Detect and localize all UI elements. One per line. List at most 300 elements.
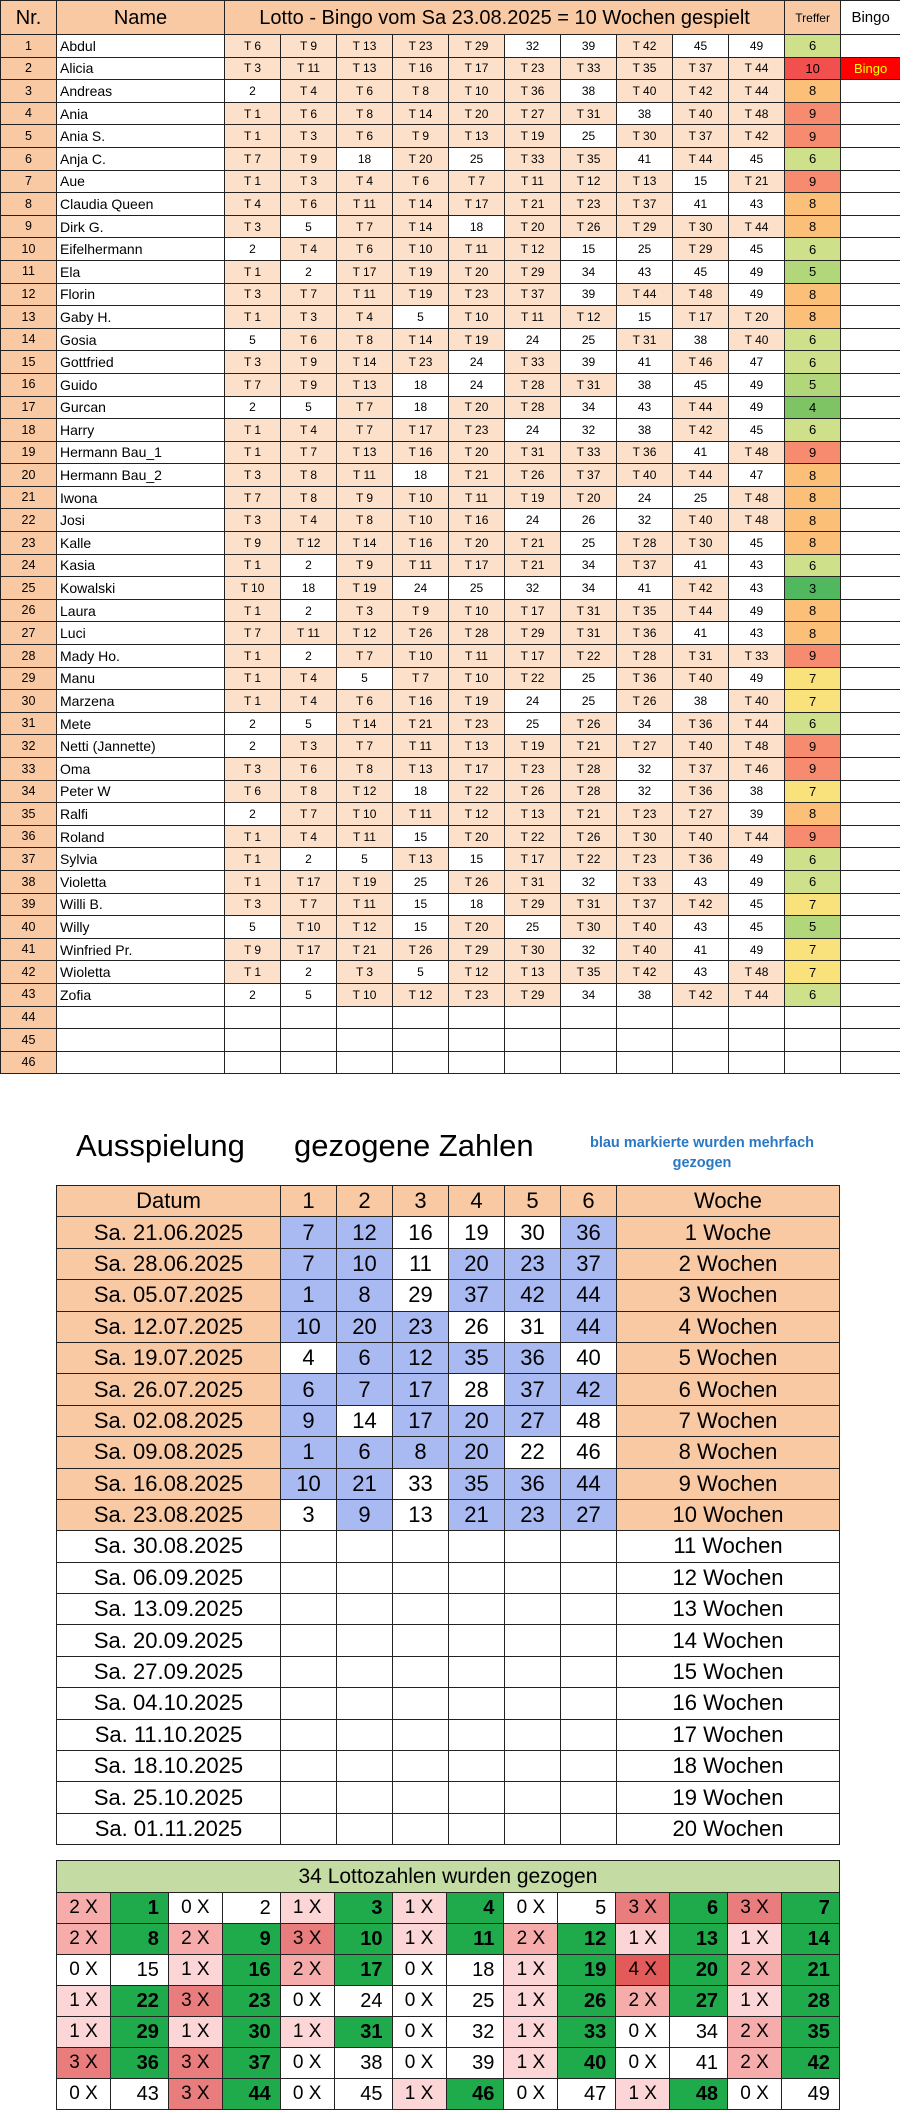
- player-tip: T 26: [561, 712, 617, 735]
- player-tip: [393, 1051, 449, 1074]
- draw-number: 48: [561, 1405, 617, 1436]
- player-tip: T 23: [505, 758, 561, 781]
- player-tip: T 20: [505, 215, 561, 238]
- player-tip: T 21: [337, 938, 393, 961]
- draw-number: [505, 1751, 561, 1782]
- player-tip: 25: [449, 577, 505, 600]
- player-name: Harry: [57, 419, 225, 442]
- player-row: [1, 690, 900, 713]
- player-tip: 49: [729, 396, 785, 419]
- player-bingo: [841, 396, 900, 419]
- player-name: Netti (Jannette): [57, 735, 225, 758]
- number-count: 1 X: [392, 1892, 446, 1923]
- draw-number: [337, 1625, 393, 1656]
- draw-number: 23: [505, 1248, 561, 1279]
- player-tip: T 10: [449, 667, 505, 690]
- player-tip: T 9: [337, 486, 393, 509]
- player-tip: [505, 1029, 561, 1052]
- player-tip: 49: [729, 938, 785, 961]
- player-tip: T 4: [281, 238, 337, 261]
- player-tip: T 28: [505, 373, 561, 396]
- player-hits: 8: [785, 283, 841, 306]
- player-name: Violetta: [57, 870, 225, 893]
- draw-row: [57, 1719, 840, 1750]
- lotto-number: 13: [670, 1923, 728, 1954]
- player-tip: T 36: [673, 712, 729, 735]
- player-tip: T 14: [393, 328, 449, 351]
- number-count: 0 X: [280, 1985, 334, 2016]
- player-tip: 24: [449, 373, 505, 396]
- player-tip: [337, 1029, 393, 1052]
- lotto-number: 40: [558, 2047, 616, 2078]
- draw-number: [281, 1782, 337, 1813]
- draw-number: [281, 1751, 337, 1782]
- player-tip: T 28: [617, 532, 673, 555]
- number-count: 0 X: [57, 1954, 111, 1985]
- player-nr: 13: [1, 306, 57, 329]
- player-row: [1, 170, 900, 193]
- player-tip: T 37: [617, 893, 673, 916]
- draw-number: [337, 1656, 393, 1687]
- player-tip: T 13: [505, 961, 561, 984]
- player-tip: T 48: [729, 441, 785, 464]
- draw-number: [449, 1813, 505, 1844]
- count-row: [57, 2016, 840, 2047]
- lotto-number: 31: [334, 2016, 392, 2047]
- player-tip: 2: [225, 712, 281, 735]
- player-bingo: [841, 373, 900, 396]
- number-count: 1 X: [504, 1954, 558, 1985]
- player-tip: T 44: [729, 80, 785, 103]
- player-tip: T 1: [225, 419, 281, 442]
- player-tip: T 10: [393, 238, 449, 261]
- player-tip: T 1: [225, 170, 281, 193]
- player-tip: T 7: [337, 735, 393, 758]
- player-tip: T 3: [225, 893, 281, 916]
- draw-number: [281, 1719, 337, 1750]
- player-bingo: [841, 848, 900, 871]
- player-bingo: [841, 577, 900, 600]
- player-tip: T 27: [673, 803, 729, 826]
- player-row: [1, 870, 900, 893]
- number-count-rows: [57, 1861, 840, 2110]
- player-tip: T 12: [281, 532, 337, 555]
- player-row: [1, 848, 900, 871]
- player-row: [1, 803, 900, 826]
- player-tip: 43: [729, 193, 785, 216]
- player-bingo: [841, 645, 900, 668]
- draw-number: 17: [393, 1405, 449, 1436]
- draw-number: [393, 1782, 449, 1813]
- player-hits: 8: [785, 306, 841, 329]
- player-tip: 38: [673, 690, 729, 713]
- player-tip: [561, 1006, 617, 1029]
- player-tip: 25: [561, 328, 617, 351]
- draw-number: [337, 1719, 393, 1750]
- player-row: [1, 509, 900, 532]
- draw-number: 27: [505, 1405, 561, 1436]
- player-name: Hermann Bau_1: [57, 441, 225, 464]
- player-hits: 7: [785, 893, 841, 916]
- player-tip: T 44: [673, 396, 729, 419]
- draw-week: 9 Wochen: [617, 1468, 840, 1499]
- player-tip: T 21: [505, 193, 561, 216]
- player-bingo: [841, 667, 900, 690]
- draw-date: Sa. 05.07.2025: [57, 1280, 281, 1311]
- player-tip: T 3: [225, 464, 281, 487]
- player-tip: T 13: [337, 35, 393, 58]
- player-row: [1, 419, 900, 442]
- player-name: Kasia: [57, 554, 225, 577]
- draw-row: [57, 1374, 840, 1405]
- player-tip: 5: [281, 712, 337, 735]
- number-count: 2 X: [728, 1954, 782, 1985]
- player-nr: 31: [1, 712, 57, 735]
- player-row: [1, 893, 900, 916]
- number-count: 2 X: [504, 1923, 558, 1954]
- player-tip: T 48: [729, 961, 785, 984]
- player-tip: T 7: [281, 283, 337, 306]
- draws-header: [57, 1186, 840, 1217]
- player-tip: 45: [729, 893, 785, 916]
- player-tip: T 3: [225, 283, 281, 306]
- player-tip: T 6: [281, 102, 337, 125]
- draw-number: [449, 1625, 505, 1656]
- player-tip: T 1: [225, 961, 281, 984]
- player-tip: 18: [393, 464, 449, 487]
- draw-number: [337, 1782, 393, 1813]
- number-count: 3 X: [168, 1985, 222, 2016]
- draw-number: [561, 1562, 617, 1593]
- player-tip: T 48: [673, 283, 729, 306]
- player-tip: 43: [729, 577, 785, 600]
- draw-number: [337, 1531, 393, 1562]
- player-bingo: [841, 35, 900, 58]
- draw-week: 18 Wochen: [617, 1751, 840, 1782]
- player-tip: 2: [225, 238, 281, 261]
- player-tip: 34: [561, 983, 617, 1006]
- draw-number: 6: [281, 1374, 337, 1405]
- player-tip: T 37: [561, 464, 617, 487]
- player-tip: 49: [729, 599, 785, 622]
- player-tip: T 1: [225, 848, 281, 871]
- draws-title-right: gezogene Zahlen: [294, 1128, 534, 1163]
- player-tip: 38: [617, 419, 673, 442]
- player-tip: [673, 1051, 729, 1074]
- player-name: Willi B.: [57, 893, 225, 916]
- player-bingo: [841, 870, 900, 893]
- player-row: [1, 916, 900, 939]
- player-tip: T 12: [337, 916, 393, 939]
- count-row: [57, 2047, 840, 2078]
- player-nr: 18: [1, 419, 57, 442]
- draw-number: [505, 1531, 561, 1562]
- player-name: Aue: [57, 170, 225, 193]
- player-tip: T 29: [505, 893, 561, 916]
- number-count: 1 X: [168, 1954, 222, 1985]
- player-tip: T 3: [225, 351, 281, 374]
- lotto-number: 39: [446, 2047, 504, 2078]
- col-name-header: Name: [57, 1, 225, 35]
- player-tip: T 26: [505, 780, 561, 803]
- player-tip: [225, 1051, 281, 1074]
- player-nr: 1: [1, 35, 57, 58]
- player-nr: 39: [1, 893, 57, 916]
- draw-number: 44: [561, 1280, 617, 1311]
- draw-number: 36: [561, 1217, 617, 1248]
- draw-number: 20: [449, 1248, 505, 1279]
- player-nr: 2: [1, 57, 57, 80]
- player-tip: T 28: [561, 780, 617, 803]
- player-tip: 2: [225, 735, 281, 758]
- player-bingo: [841, 215, 900, 238]
- player-hits: 7: [785, 690, 841, 713]
- draw-number: [393, 1656, 449, 1687]
- count-row: [57, 1892, 840, 1923]
- draw-number: 10: [281, 1468, 337, 1499]
- player-tip: 38: [729, 780, 785, 803]
- player-nr: 36: [1, 825, 57, 848]
- draw-date: Sa. 04.10.2025: [57, 1688, 281, 1719]
- player-tip: T 13: [617, 170, 673, 193]
- player-row: [1, 328, 900, 351]
- player-tip: T 30: [673, 532, 729, 555]
- player-row: [1, 645, 900, 668]
- player-tip: T 1: [225, 441, 281, 464]
- player-tip: T 19: [505, 125, 561, 148]
- player-tip: T 22: [561, 848, 617, 871]
- player-tip: T 4: [281, 690, 337, 713]
- player-row: [1, 735, 900, 758]
- number-count: 4 X: [616, 1954, 670, 1985]
- player-nr: 23: [1, 532, 57, 555]
- draws-col-header: 2: [337, 1186, 393, 1217]
- player-tip: 45: [673, 373, 729, 396]
- player-tip: T 4: [337, 170, 393, 193]
- lotto-number: 6: [670, 1892, 728, 1923]
- player-hits: [785, 1029, 841, 1052]
- player-tip: T 17: [281, 938, 337, 961]
- draw-number: [449, 1719, 505, 1750]
- draw-number: 33: [393, 1468, 449, 1499]
- player-hits: 6: [785, 712, 841, 735]
- player-nr: 20: [1, 464, 57, 487]
- player-tip: T 26: [561, 215, 617, 238]
- player-bingo: [841, 306, 900, 329]
- player-tip: 49: [729, 373, 785, 396]
- player-hits: 5: [785, 260, 841, 283]
- player-row: [1, 983, 900, 1006]
- player-tip: T 9: [393, 125, 449, 148]
- draw-week: 4 Wochen: [617, 1311, 840, 1342]
- player-name: Claudia Queen: [57, 193, 225, 216]
- draws-col-header: 5: [505, 1186, 561, 1217]
- player-nr: 40: [1, 916, 57, 939]
- number-count: 1 X: [504, 2016, 558, 2047]
- number-count: 2 X: [57, 1892, 111, 1923]
- player-row: [1, 554, 900, 577]
- lotto-number: 2: [222, 1892, 280, 1923]
- player-nr: 6: [1, 147, 57, 170]
- player-tip: T 7: [337, 396, 393, 419]
- player-tip: T 1: [225, 306, 281, 329]
- player-tip: [281, 1051, 337, 1074]
- draws-col-header: Datum: [57, 1186, 281, 1217]
- draw-number: [281, 1813, 337, 1844]
- player-row: [1, 577, 900, 600]
- player-tip: T 17: [281, 870, 337, 893]
- player-name: Kalle: [57, 532, 225, 555]
- player-tip: T 16: [393, 441, 449, 464]
- number-count: 0 X: [280, 2078, 334, 2109]
- player-nr: 32: [1, 735, 57, 758]
- count-row: [57, 1954, 840, 1985]
- player-tip: T 31: [561, 622, 617, 645]
- player-nr: 17: [1, 396, 57, 419]
- lotto-number: 45: [334, 2078, 392, 2109]
- player-nr: 41: [1, 938, 57, 961]
- draw-row: [57, 1468, 840, 1499]
- player-hits: 6: [785, 35, 841, 58]
- number-count: 0 X: [168, 1892, 222, 1923]
- player-tip: [225, 1006, 281, 1029]
- player-tip: T 6: [225, 35, 281, 58]
- draw-date: Sa. 19.07.2025: [57, 1342, 281, 1373]
- draw-week: 7 Wochen: [617, 1405, 840, 1436]
- player-row: [1, 532, 900, 555]
- player-tip: T 14: [337, 712, 393, 735]
- player-tip: 32: [617, 509, 673, 532]
- player-name: Luci: [57, 622, 225, 645]
- draw-number: 37: [449, 1280, 505, 1311]
- player-tip: T 23: [449, 419, 505, 442]
- player-tip: 32: [505, 577, 561, 600]
- player-tip: T 8: [337, 758, 393, 781]
- player-row: [1, 193, 900, 216]
- player-row: [1, 1006, 900, 1029]
- player-hits: 8: [785, 193, 841, 216]
- player-tip: T 3: [281, 125, 337, 148]
- player-hits: 6: [785, 554, 841, 577]
- player-hits: 9: [785, 735, 841, 758]
- player-tip: T 26: [617, 690, 673, 713]
- player-tip: 49: [729, 283, 785, 306]
- player-tip: T 10: [225, 577, 281, 600]
- draw-row: [57, 1311, 840, 1342]
- player-row: [1, 57, 900, 80]
- player-tip: 15: [561, 238, 617, 261]
- player-tip: T 8: [337, 509, 393, 532]
- player-bingo: [841, 283, 900, 306]
- player-tip: T 3: [281, 306, 337, 329]
- draw-number: 9: [337, 1499, 393, 1530]
- player-tip: T 13: [449, 735, 505, 758]
- player-tip: T 22: [505, 667, 561, 690]
- player-bingo: [841, 102, 900, 125]
- player-tip: 25: [505, 712, 561, 735]
- lotto-number: 16: [222, 1954, 280, 1985]
- number-count: 0 X: [504, 1892, 558, 1923]
- number-count: 0 X: [616, 2016, 670, 2047]
- draw-number: 46: [561, 1437, 617, 1468]
- lotto-number: 36: [111, 2047, 169, 2078]
- player-tip: 32: [617, 780, 673, 803]
- player-nr: 26: [1, 599, 57, 622]
- player-name: Josi: [57, 509, 225, 532]
- player-tip: T 36: [617, 441, 673, 464]
- player-tip: 5: [225, 916, 281, 939]
- player-bingo: [841, 125, 900, 148]
- player-tip: [337, 1051, 393, 1074]
- player-tip: T 11: [393, 735, 449, 758]
- draw-number: 37: [505, 1374, 561, 1405]
- draw-row: [57, 1499, 840, 1530]
- player-tip: T 22: [505, 825, 561, 848]
- player-nr: 42: [1, 961, 57, 984]
- player-bingo: [841, 622, 900, 645]
- player-row: [1, 373, 900, 396]
- player-tip: 43: [673, 961, 729, 984]
- draw-date: Sa. 21.06.2025: [57, 1217, 281, 1248]
- player-tip: T 10: [449, 306, 505, 329]
- player-name: Zofia: [57, 983, 225, 1006]
- draw-date: Sa. 30.08.2025: [57, 1531, 281, 1562]
- player-bingo: [841, 735, 900, 758]
- player-hits: 6: [785, 870, 841, 893]
- player-tip: T 31: [561, 373, 617, 396]
- draws-table: [56, 1185, 840, 1845]
- player-tip: T 8: [337, 328, 393, 351]
- player-nr: 12: [1, 283, 57, 306]
- lotto-number: 24: [334, 1985, 392, 2016]
- player-tip: T 30: [673, 215, 729, 238]
- player-row: [1, 283, 900, 306]
- number-count: 1 X: [392, 2078, 446, 2109]
- player-row: [1, 125, 900, 148]
- player-nr: 46: [1, 1051, 57, 1074]
- player-tip: 45: [729, 419, 785, 442]
- player-bingo: [841, 803, 900, 826]
- number-count: 1 X: [280, 1892, 334, 1923]
- draws-col-header: Woche: [617, 1186, 840, 1217]
- col-nr-header: Nr.: [1, 1, 57, 35]
- player-bingo: [841, 712, 900, 735]
- player-nr: 10: [1, 238, 57, 261]
- player-bingo: [841, 464, 900, 487]
- draw-date: Sa. 12.07.2025: [57, 1311, 281, 1342]
- player-tip: T 9: [225, 532, 281, 555]
- player-hits: 6: [785, 983, 841, 1006]
- player-tip: T 21: [561, 735, 617, 758]
- player-tip: T 44: [729, 712, 785, 735]
- player-tip: T 1: [225, 645, 281, 668]
- player-tip: T 20: [561, 486, 617, 509]
- draw-week: 12 Wochen: [617, 1562, 840, 1593]
- player-tip: T 42: [617, 961, 673, 984]
- draw-number: [281, 1531, 337, 1562]
- draw-number: [561, 1531, 617, 1562]
- player-tip: T 7: [337, 419, 393, 442]
- player-tip: T 40: [617, 464, 673, 487]
- player-tip: T 13: [393, 848, 449, 871]
- player-tip: T 9: [393, 599, 449, 622]
- player-tip: T 35: [617, 57, 673, 80]
- player-tip: T 27: [617, 735, 673, 758]
- player-tip: T 23: [617, 803, 673, 826]
- player-tip: 25: [561, 532, 617, 555]
- player-nr: 34: [1, 780, 57, 803]
- draw-number: [505, 1594, 561, 1625]
